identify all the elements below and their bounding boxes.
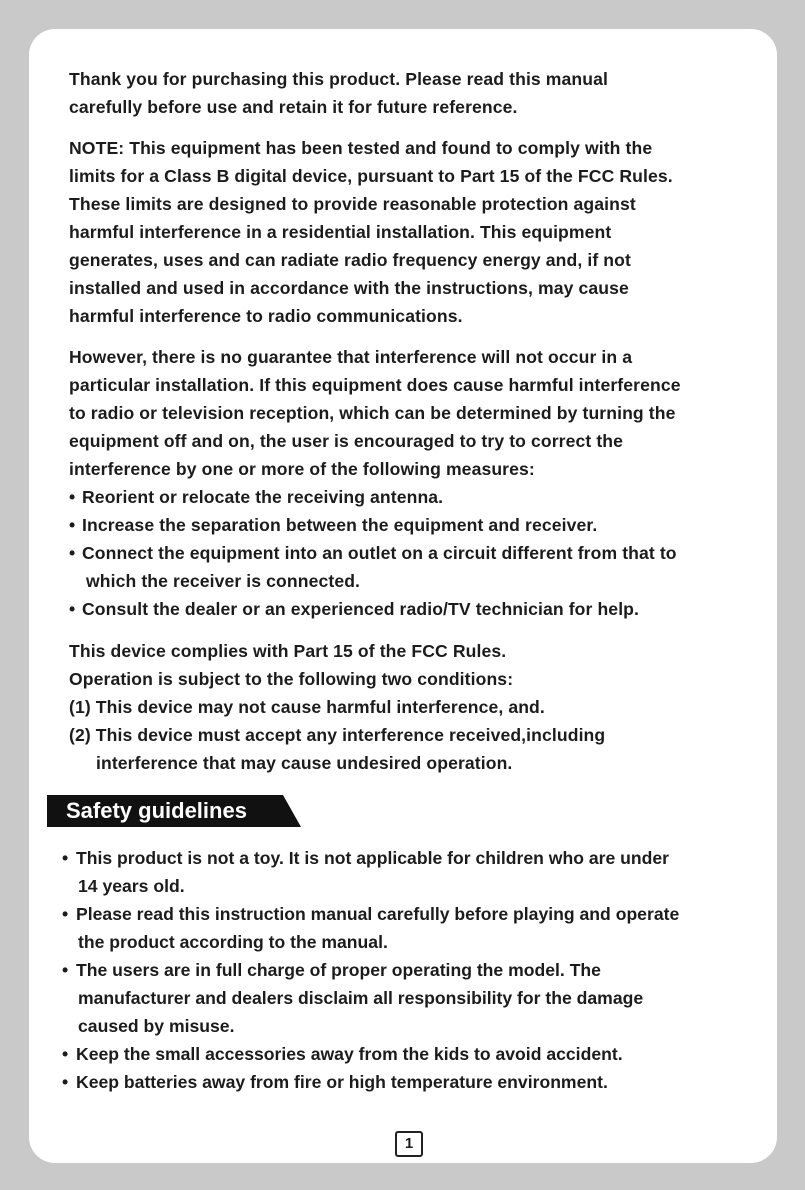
- bullet-icon: •: [62, 848, 69, 868]
- measure-text: Connect the equipment into an outlet on a circuit different from that to: [82, 543, 677, 563]
- list-item: [69, 595, 769, 623]
- list-item: [62, 900, 770, 956]
- safety-list: [62, 844, 770, 1096]
- intro-line: Thank you for purchasing this product. Please read this manual: [69, 69, 609, 89]
- safety-text-cont: the product according to the manual.: [78, 932, 388, 952]
- bullet-icon: •: [69, 599, 76, 619]
- intro-paragraph: [69, 65, 769, 121]
- note-line: These limits are designed to provide reasonable protection against: [69, 194, 636, 214]
- list-item: [69, 721, 769, 777]
- note-paragraph: [69, 134, 769, 330]
- condition-text: (1) This device may not cause harmful interference, and.: [69, 697, 545, 717]
- list-item: [69, 511, 769, 539]
- bullet-icon: •: [69, 543, 76, 563]
- note-line: installed and used in accordance with the instructions, may cause: [69, 278, 629, 298]
- list-item: [62, 1068, 770, 1096]
- bullet-icon: •: [62, 1072, 69, 1092]
- note-line: harmful interference in a residential installation. This equipment: [69, 222, 612, 242]
- bullet-icon: •: [69, 487, 76, 507]
- note-line: harmful interference to radio communications.: [69, 306, 463, 326]
- measure-text: Increase the separation between the equipment and receiver.: [82, 515, 598, 535]
- however-line: particular installation. If this equipment does cause harmful interference: [69, 375, 681, 395]
- safety-text-cont: caused by misuse.: [78, 1016, 235, 1036]
- list-item: [62, 844, 770, 900]
- condition-text: (2) This device must accept any interference received,including: [69, 725, 606, 745]
- list-item: [69, 693, 769, 721]
- measure-text: Consult the dealer or an experienced radio/TV technician for help.: [82, 599, 640, 619]
- bullet-icon: •: [62, 904, 69, 924]
- list-item: [62, 1040, 770, 1068]
- safety-text: Keep the small accessories away from the kids to avoid accident.: [76, 1044, 623, 1064]
- however-line: to radio or television reception, which can be determined by turning the: [69, 403, 676, 423]
- safety-text: Please read this instruction manual carefully before playing and operate: [76, 904, 680, 924]
- condition-text-cont: interference that may cause undesired operation.: [96, 753, 513, 773]
- measures-list: [69, 483, 769, 623]
- safety-text: This product is not a toy. It is not applicable for children who are under: [76, 848, 670, 868]
- bullet-icon: •: [69, 515, 76, 535]
- safety-text: Keep batteries away from fire or high temperature environment.: [76, 1072, 608, 1092]
- intro-line: carefully before use and retain it for future reference.: [69, 97, 518, 117]
- measure-text: Reorient or relocate the receiving antenna.: [82, 487, 444, 507]
- list-item: [62, 956, 770, 1040]
- manual-page: [29, 29, 777, 1163]
- however-paragraph: [69, 343, 769, 483]
- list-item: [69, 483, 769, 511]
- measure-text-cont: which the receiver is connected.: [86, 571, 361, 591]
- safety-text-cont: 14 years old.: [78, 876, 185, 896]
- however-line: equipment off and on, the user is encouraged to try to correct the: [69, 431, 624, 451]
- safety-text-cont: manufacturer and dealers disclaim all responsibility for the damage: [78, 988, 644, 1008]
- safety-heading: Safety guidelines: [66, 798, 247, 823]
- compliance-line: Operation is subject to the following two conditions:: [69, 669, 514, 689]
- compliance-paragraph: [69, 637, 769, 693]
- compliance-line: This device complies with Part 15 of the FCC Rules.: [69, 641, 507, 661]
- note-line: limits for a Class B digital device, pursuant to Part 15 of the FCC Rules.: [69, 166, 673, 186]
- page-number: 1: [395, 1131, 423, 1157]
- note-line: generates, uses and can radiate radio frequency energy and, if not: [69, 250, 631, 270]
- list-item: [69, 539, 769, 595]
- however-line: interference by one or more of the following measures:: [69, 459, 535, 479]
- bullet-icon: •: [62, 1044, 69, 1064]
- safety-text: The users are in full charge of proper operating the model. The: [76, 960, 601, 980]
- conditions-list: [69, 693, 769, 777]
- note-line: NOTE: This equipment has been tested and found to comply with the: [69, 138, 653, 158]
- bullet-icon: •: [62, 960, 69, 980]
- however-line: However, there is no guarantee that interference will not occur in a: [69, 347, 633, 367]
- fcc-content: [69, 65, 769, 777]
